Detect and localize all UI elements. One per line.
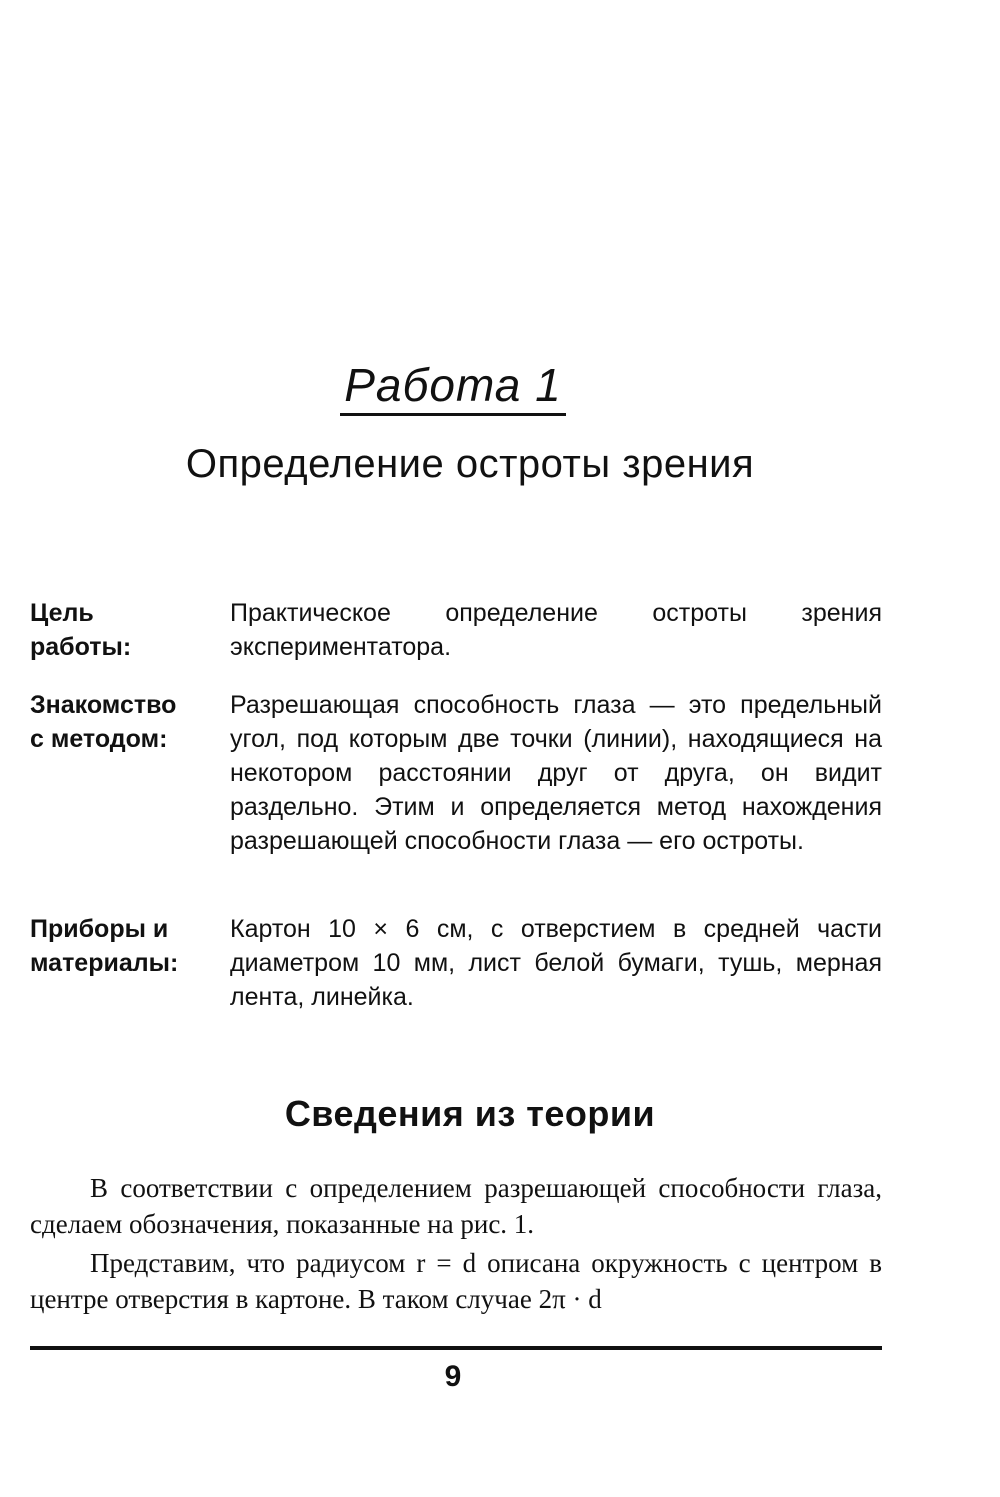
goal-label: Цель работы: bbox=[30, 599, 132, 661]
theory-section-title: Сведения из теории bbox=[284, 1093, 656, 1134]
work-title bbox=[0, 358, 906, 416]
theory-paragraph-1: В соответствии с определением разрешающей способности глаза, сделаем обозначения, показанные на рис. 1. bbox=[30, 1173, 882, 1239]
tools-label: Приборы и материалы: bbox=[30, 915, 179, 977]
goal-text: Практическое определение остроты зрения экспериментатора. bbox=[230, 599, 882, 661]
main-title: Определение остроты зрения bbox=[185, 442, 755, 486]
theory-body bbox=[30, 1170, 882, 1320]
theory-paragraph-2: Представим, что радиусом r = d описана окружность с центром в центре отверстия в картоне. В таком случае 2π · d bbox=[30, 1248, 882, 1314]
method-text: Разрешающая способность глаза — это предельный угол, под которым две точки (линии), находящиеся на некотором расстоянии друг от друга, он видит раздельно. Этим и определяется метод нахождения разрешающей способности глаза — его остроты. bbox=[230, 691, 882, 855]
page-number: 9 bbox=[444, 1360, 462, 1393]
footer-divider bbox=[30, 1346, 882, 1350]
tools-text: Картон 10 × 6 см, с отверстием в средней части диаметром 10 мм, лист белой бумаги, тушь, мерная лента, линейка. bbox=[230, 915, 882, 1011]
method-label: Знакомство с методом: bbox=[30, 691, 177, 753]
work-title-text: Работа 1 bbox=[340, 360, 565, 416]
